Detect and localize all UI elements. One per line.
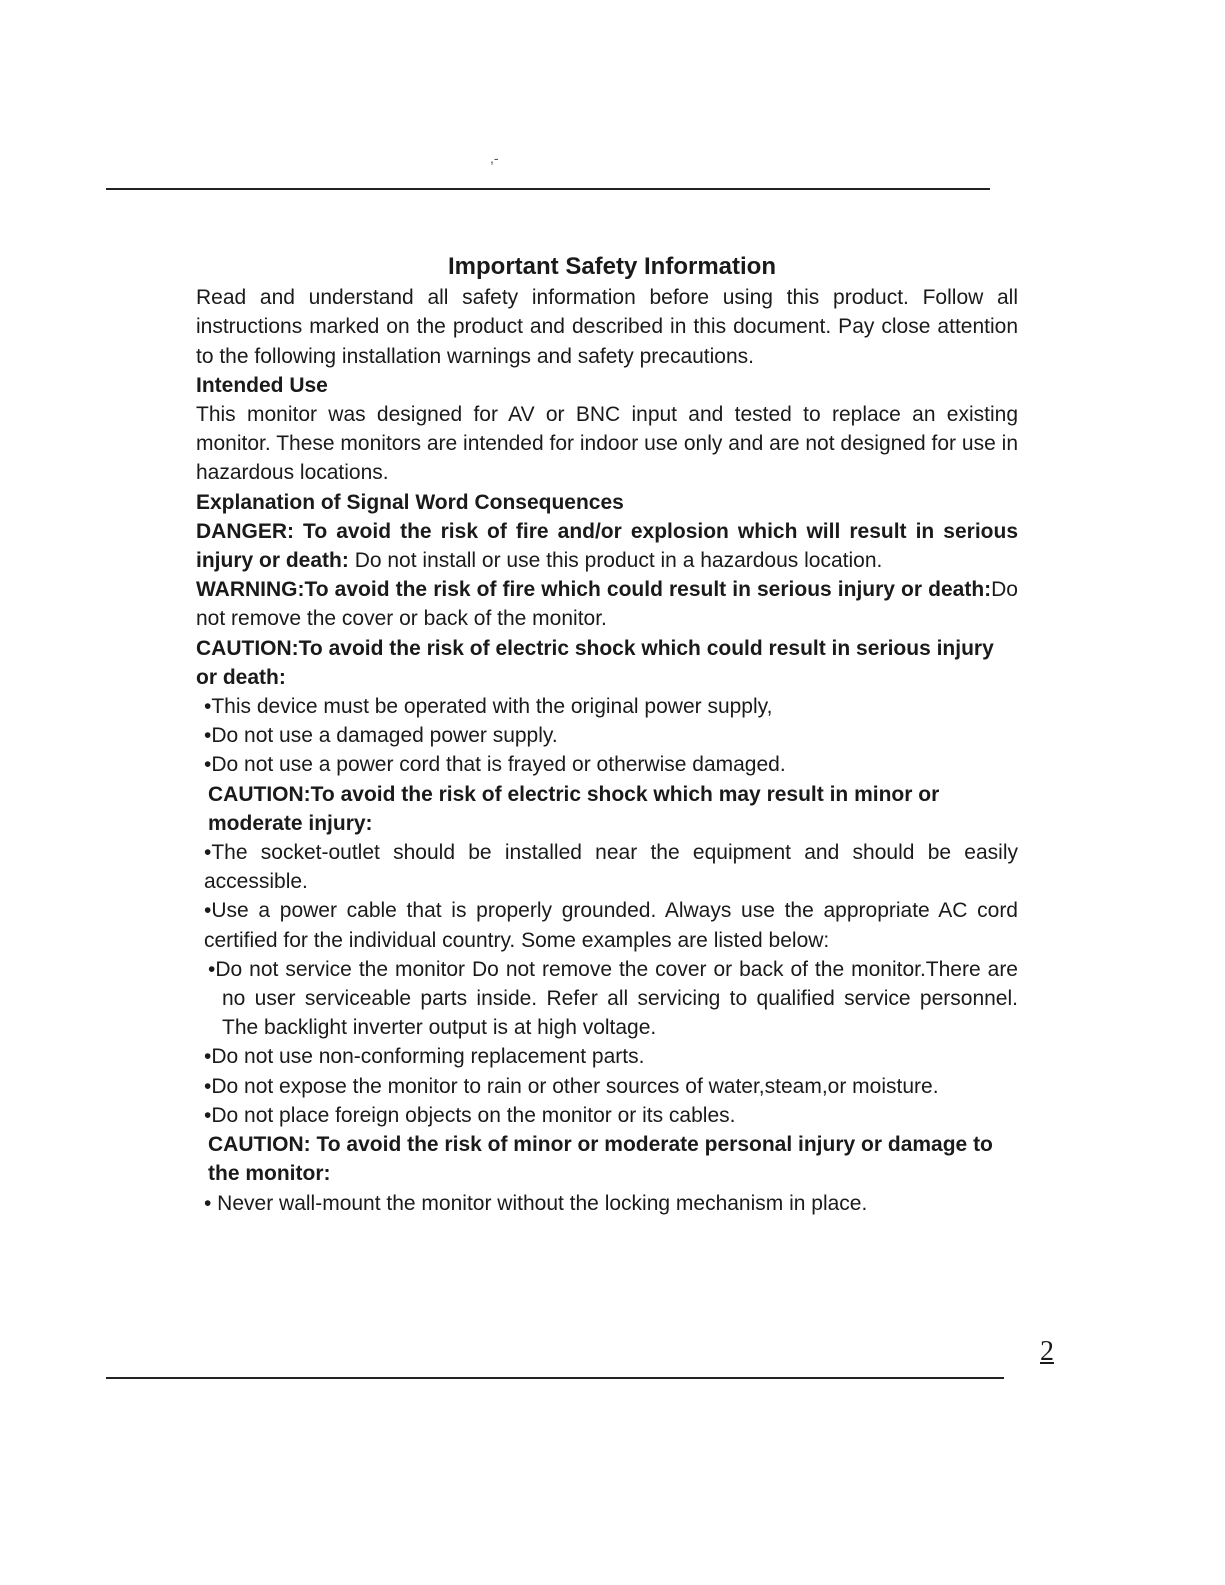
caution-2-item: •Use a power cable that is properly grounded. Always use the appropriate AC cord certified for the individual country. Some examples are listed below: (204, 899, 1018, 952)
caution-2-item: •Do not place foreign objects on the monitor or its cables. (204, 1103, 736, 1127)
caution-2-label: CAUTION:To avoid the risk of electric shock which may result in minor or moderate injury: (208, 782, 940, 835)
caution-1-item: •Do not use a power cord that is frayed or otherwise damaged. (204, 753, 786, 777)
danger-paragraph (196, 517, 1018, 575)
caution-2-item: •Do not use non-conforming replacement parts. (204, 1045, 645, 1069)
intended-use-heading: Intended Use (196, 373, 328, 397)
caution-2-item: •The socket-outlet should be installed near the equipment and should be easily accessible. (204, 841, 1018, 894)
page-title: Important Safety Information (447, 253, 777, 280)
intro-paragraph: Read and understand all safety information before using this product. Follow all instructions marked on the product and described in this document. Pay close attention to the following installation warnings and safety precautions. (196, 286, 1018, 368)
caution-2-item: •Do not expose the monitor to rain or other sources of water,steam,or moisture. (204, 1074, 939, 1098)
safety-section (196, 252, 1018, 1218)
warning-text: Do not remove the cover or back of the monitor. (196, 578, 1018, 631)
top-rule (106, 188, 990, 190)
bottom-rule (106, 1377, 1004, 1379)
caution-1-item: •Do not use a damaged power supply. (204, 724, 558, 748)
explanation-heading: Explanation of Signal Word Consequences (196, 490, 624, 514)
warning-label: WARNING:To avoid the risk of fire which could result in serious injury or death: (196, 578, 992, 602)
caution-1-label: CAUTION:To avoid the risk of electric shock which could result in serious injury or death: (196, 636, 994, 689)
intended-use-text: This monitor was designed for AV or BNC input and tested to replace an existing monitor. These monitors are intended for indoor use only and are not designed for use in hazardous locations. (196, 403, 1018, 485)
danger-text: Do not install or use this product in a hazardous location. (348, 549, 883, 573)
danger-label: DANGER: To avoid the risk of fire and/or explosion which will result in serious injury or death: (196, 519, 1018, 573)
caution-3-label: CAUTION: To avoid the risk of minor or moderate personal injury or damage to the monitor: (208, 1133, 993, 1186)
scan-speck: ,- (490, 150, 499, 166)
caution-2-item: •Do not service the monitor Do not remove the cover or back of the monitor.There are no user serviceable parts inside. Refer all servicing to qualified service personnel. The backlight inverter output is at high voltage. (208, 957, 1018, 1040)
page-number: 2 (1040, 1336, 1054, 1367)
caution-3-item: • Never wall-mount the monitor without the locking mechanism in place. (204, 1191, 868, 1215)
caution-1-item: •This device must be operated with the original power supply, (204, 695, 773, 719)
warning-paragraph (196, 575, 1018, 633)
